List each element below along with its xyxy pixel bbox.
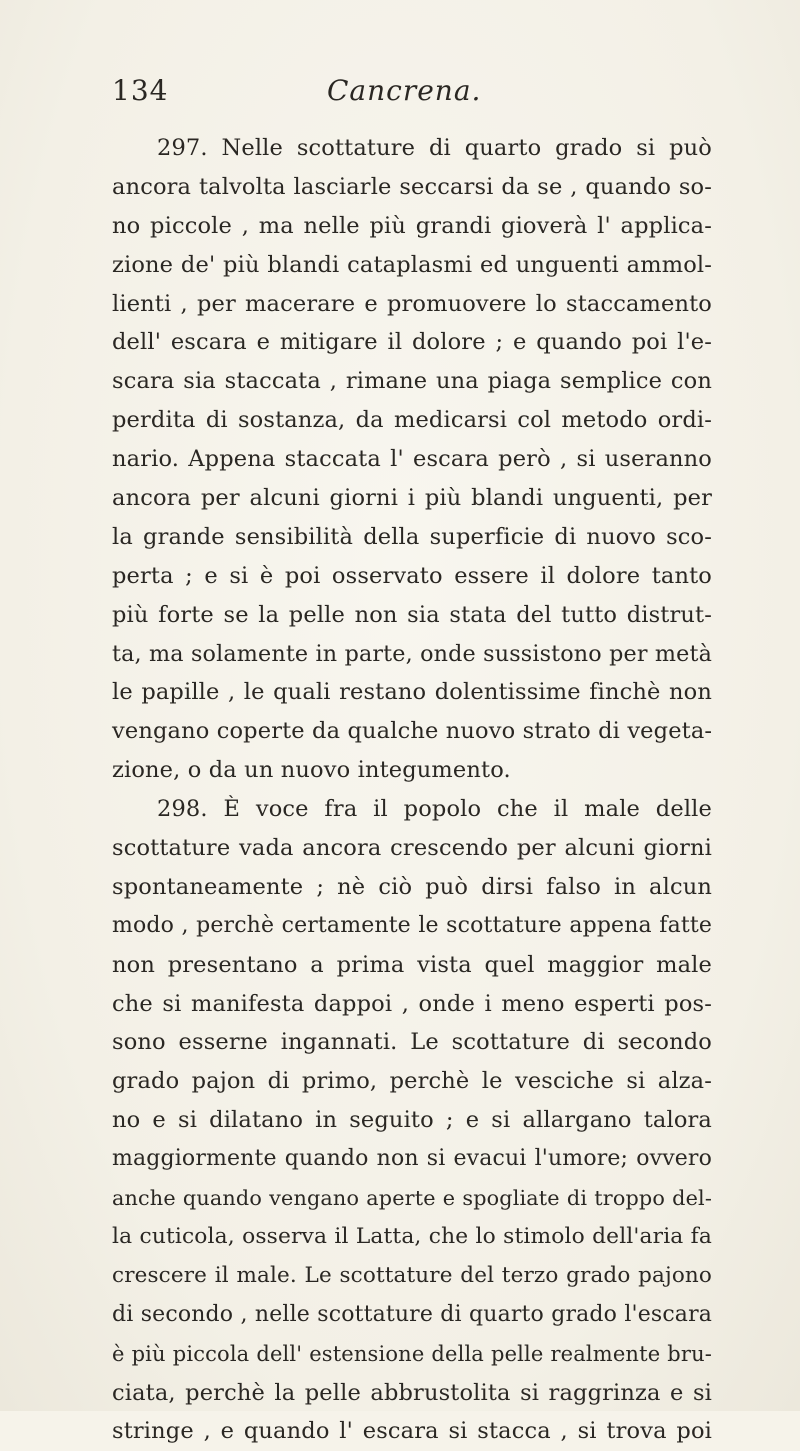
body-text (112, 129, 712, 1451)
text-line: è più piccola dell' estensione della pelle realmente bru- (112, 1341, 712, 1366)
text-line: dell' escara e mitigare il dolore ; e quando poi l'e- (112, 329, 712, 356)
text-line: lienti , per macerare e promuovere lo staccamento (112, 290, 712, 317)
text-line: scottature vada ancora crescendo per alcuni giorni (112, 835, 712, 862)
text-line: zione de' più blandi cataplasmi ed unguenti ammol- (112, 251, 712, 278)
text-line: nario. Appena staccata l' escara però , si useranno (112, 446, 712, 473)
text-line: ancora per alcuni giorni i più blandi unguenti, per (112, 485, 712, 512)
text-line: ciata, perchè la pelle abbrustolita si raggrinza e si (112, 1379, 712, 1406)
text-line: vengano coperte da qualche nuovo strato di vegeta- (112, 718, 713, 745)
text-line: di secondo , nelle scottature di quarto grado l'escara (112, 1301, 712, 1327)
text-line: le papille , le quali restano dolentissime finchè non (112, 679, 712, 706)
page-number: 134 (112, 74, 169, 107)
text-line: grado pajon di primo, perchè le vesciche si alza- (112, 1068, 712, 1095)
text-line: la grande sensibilità della superficie di nuovo sco- (112, 523, 712, 550)
text-line: ancora talvolta lasciarle seccarsi da se , quando so- (112, 173, 712, 200)
text-line: no e si dilatano in seguito ; e si allargano talora (112, 1107, 712, 1134)
text-line: più forte se la pelle non sia stata del tutto distrut- (112, 601, 712, 628)
text-line: maggiormente quando non si evacui l'umore; ovvero (112, 1146, 712, 1172)
text-line: la cuticola, osserva il Latta, che lo stimolo dell'aria fa (112, 1223, 712, 1249)
text-line: 298. È voce fra il popolo che il male delle (157, 796, 712, 823)
text-line: no piccole , ma nelle più grandi gioverà l' applica- (112, 212, 712, 239)
running-title: Cancrena. (327, 74, 482, 107)
text-line: scara sia staccata , rimane una piaga semplice con (112, 368, 712, 395)
text-line: sono esserne ingannati. Le scottature di secondo (112, 1029, 712, 1056)
text-line: stringe , e quando l' escara si stacca , si trova poi (112, 1418, 712, 1445)
text-line: non presentano a prima vista quel maggior male (112, 951, 712, 978)
text-line: perdita di sostanza, da medicarsi col metodo ordi- (112, 407, 712, 434)
text-line: zione, o da un nuovo integumento. (112, 757, 511, 784)
text-line: che si manifesta dappoi , onde i meno esperti pos- (112, 990, 712, 1017)
text-line: spontaneamente ; nè ciò può dirsi falso in alcun (112, 873, 712, 900)
text-line: modo , perchè certamente le scottature appena fatte (112, 912, 712, 938)
page-header (112, 70, 712, 110)
text-line: crescere il male. Le scottature del terzo grado pajono (112, 1262, 712, 1288)
text-line: anche quando vengano aperte e spogliate di troppo del- (112, 1186, 712, 1211)
text-line: 297. Nelle scottature di quarto grado si può (157, 135, 712, 161)
text-line: perta ; e si è poi osservato essere il dolore tanto (112, 562, 712, 589)
text-line: ta, ma solamente in parte, onde sussistono per metà (112, 640, 712, 667)
